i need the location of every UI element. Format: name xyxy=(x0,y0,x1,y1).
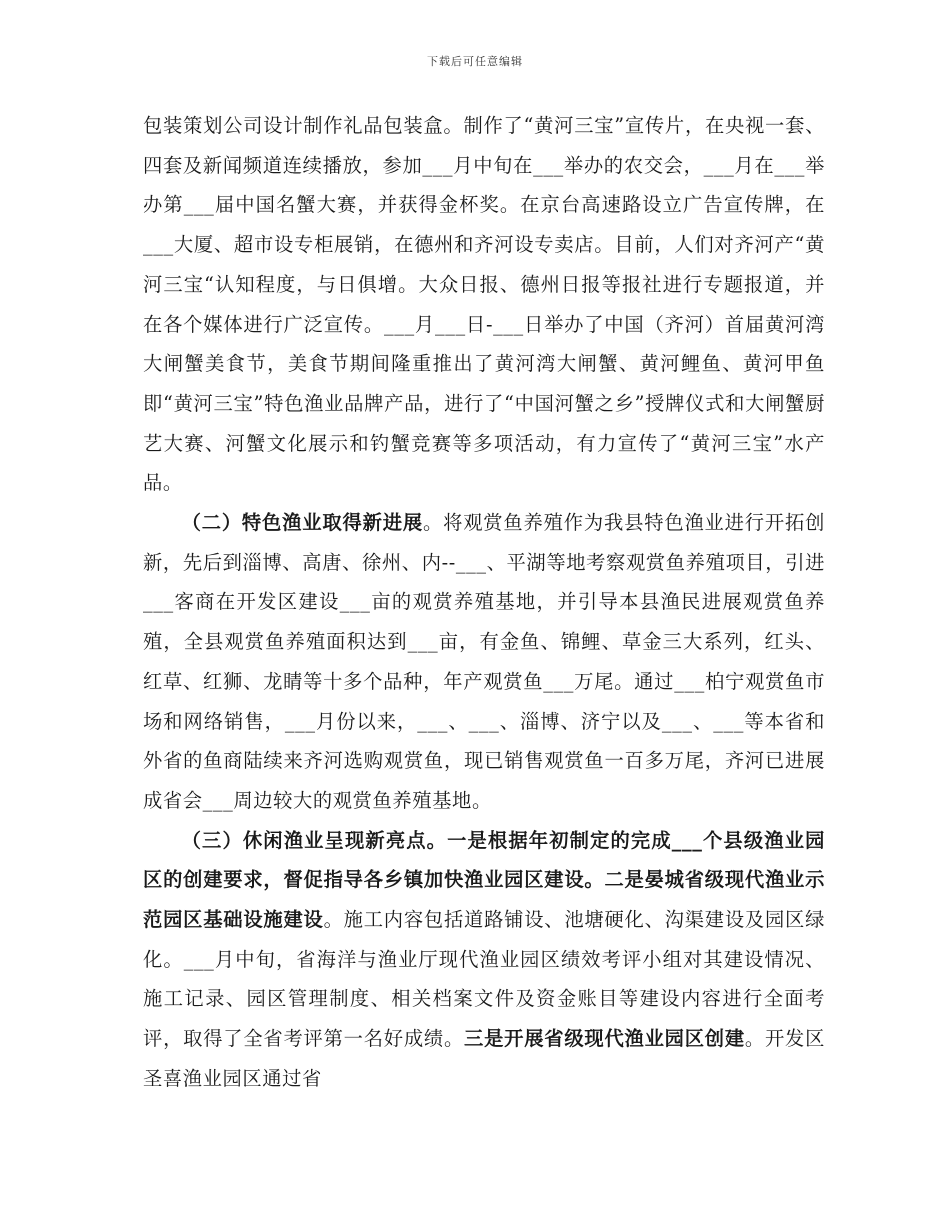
bold-phrase: 三是开展省级现代渔业园区创建 xyxy=(464,1027,745,1051)
text-run: 包装策划公司设计制作礼品包装盒。制作了“黄河三宝”宣传片，在央视一套、四套及新闻频道连续播放，参加___月中旬在___举办的农交会，___月在___举办第___届中国名蟹大赛，并获得金杯奖。在京台高速路设立广告宣传牌，在___大厦、超市设专柜展销，在德州和齐河设专卖店。目前，人们对齐河产“黄河三宝“认知程度，与日俱增。大众日报、德州日报等报社进行专题报道，并在各个媒体进行广泛宣传。___月___日-___日举办了中国（齐河）首届黄河湾大闸蟹美食节，美食节期间隆重推出了黄河湾大闸蟹、黄河鲤鱼、黄河甲鱼即“黄河三宝”特色渔业品牌产品，进行了“中国河蟹之乡”授牌仪式和大闸蟹厨艺大赛、河蟹文化展示和钓蟹竞赛等多项活动，有力宣传了“黄河三宝”水产品。 xyxy=(143,114,825,495)
section-heading: （二）特色渔业取得新进展 xyxy=(181,511,423,535)
page-header: 下载后可任意编辑 xyxy=(427,55,523,68)
paragraph-featured-fishery xyxy=(143,503,825,821)
section-heading: （三）休闲渔业呈现新亮点。一是根据年初制定的完成___个县级渔业园区的创建要求，督促指导各乡镇加快渔业园区建设。二是晏城省级现代渔业示范园区基础设施建设 xyxy=(143,828,825,932)
paragraph-continuation xyxy=(143,106,825,503)
text-run: 。将观赏鱼养殖作为我县特色渔业进行开拓创新，先后到淄博、高唐、徐州、内--___、平湖等地考察观赏鱼养殖项目，引进___客商在开发区建设___亩的观赏养殖基地，并引导本县渔民进展观赏鱼养殖，全县观赏鱼养殖面积达到___亩，有金鱼、锦鲤、草金三大系列，红头、红草、红狮、龙睛等十多个品种，年产观赏鱼___万尾。通过___柏宁观赏鱼市场和网络销售，___月份以来，___、___、淄博、济宁以及___、___等本省和外省的鱼商陆续来齐河选购观赏鱼，现已销售观赏鱼一百多万尾，齐河已进展成省会___周边较大的观赏鱼养殖基地。 xyxy=(143,511,826,812)
paragraph-leisure-fishery xyxy=(143,821,825,1099)
text-run: 。施工内容包括道路铺设、池塘硬化、沟渠建设及园区绿化。___月中旬，省海洋与渔业厅现代渔业园区绩效考评小组对其建设情况、施工记录、园区管理制度、相关档案文件及资金账目等建设内容进行全面考评，取得了全省考评第一名好成绩。 xyxy=(143,908,825,1051)
text-run: 。开发区圣喜渔业园区通过省 xyxy=(143,1027,825,1090)
document-body xyxy=(143,106,825,1099)
